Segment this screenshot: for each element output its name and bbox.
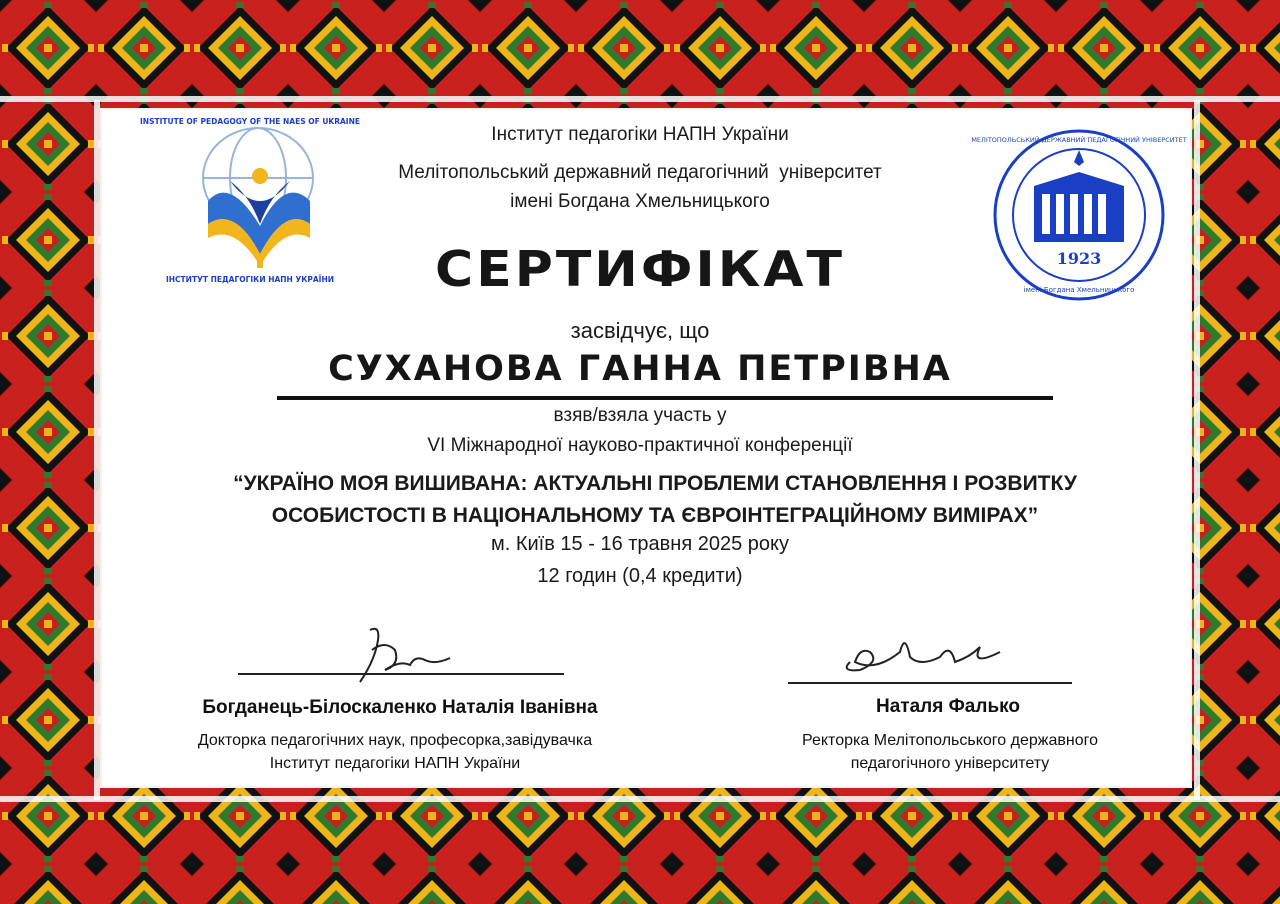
- signatory-left-position-line2: Інститут педагогіки НАПН України: [269, 755, 521, 772]
- event-type: VI Міжнародної науково-практичної конференції: [427, 435, 853, 456]
- signatory-left-position: [110, 729, 680, 775]
- participation-text: взяв/взяла участь у: [553, 405, 727, 426]
- certifies-text: засвідчує, що: [570, 318, 710, 343]
- seal-ring-text: МЕЛІТОПОЛЬСЬКИЙ ДЕРЖАВНИЙ ПЕДАГОГІЧНИЙ УНІВЕРСИТЕТ: [971, 136, 1187, 144]
- issuer-university-line1: Мелітопольський державний педагогічний університет: [398, 162, 882, 183]
- issuer-university-line2: імені Богдана Хмельницького: [510, 191, 770, 212]
- signatory-right-position-line2: педагогічного університету: [850, 755, 1050, 772]
- event-title: [150, 468, 1160, 532]
- signatory-right-position: [730, 729, 1170, 775]
- signatory-left-position-line1: Докторка педагогічних наук, професорка,завідувачка: [197, 732, 593, 749]
- signature-line-left: [238, 673, 564, 675]
- hours-credits: 12 годин (0,4 кредити): [537, 565, 743, 587]
- issuer-institute: Інститут педагогіки НАПН України: [491, 124, 789, 145]
- signatory-right-name: Наталя Фалько: [876, 696, 1020, 717]
- signatory-left-name: Богданець-Білоскаленко Наталія Іванівна: [202, 697, 598, 718]
- certificate-title: СЕРТИФІКАТ: [435, 241, 845, 299]
- recipient-name: СУХАНОВА ГАННА ПЕТРІВНА: [328, 349, 952, 389]
- seal-ring-bottom: імені Богдана Хмельницького: [1023, 286, 1135, 294]
- signature-line-right: [788, 682, 1072, 684]
- recipient-underline: [277, 396, 1053, 400]
- seal-year: 1923: [1056, 249, 1102, 268]
- signatory-right-position-line1: Ректорка Мелітопольського державного: [802, 732, 1098, 749]
- logo-left-ring-top: INSTITUTE OF PEDAGOGY OF THE NAES OF UKRAINE: [140, 117, 360, 126]
- place-date: м. Київ 15 - 16 травня 2025 року: [491, 533, 789, 555]
- signature-left: [340, 620, 470, 690]
- signature-right: [830, 622, 1030, 686]
- event-title-line2: ОСОБИСТОСТІ В НАЦІОНАЛЬНОМУ ТА ЄВРОІНТЕГРАЦІЙНОМУ ВИМІРАХ”: [271, 504, 1039, 527]
- logo-left-ring-bottom: ІНСТИТУТ ПЕДАГОГІКИ НАПН УКРАЇНИ: [165, 275, 335, 284]
- event-title-line1: “УКРАЇНО МОЯ ВИШИВАНА: АКТУАЛЬНІ ПРОБЛЕМИ СТАНОВЛЕННЯ І РОЗВИТКУ: [233, 472, 1077, 495]
